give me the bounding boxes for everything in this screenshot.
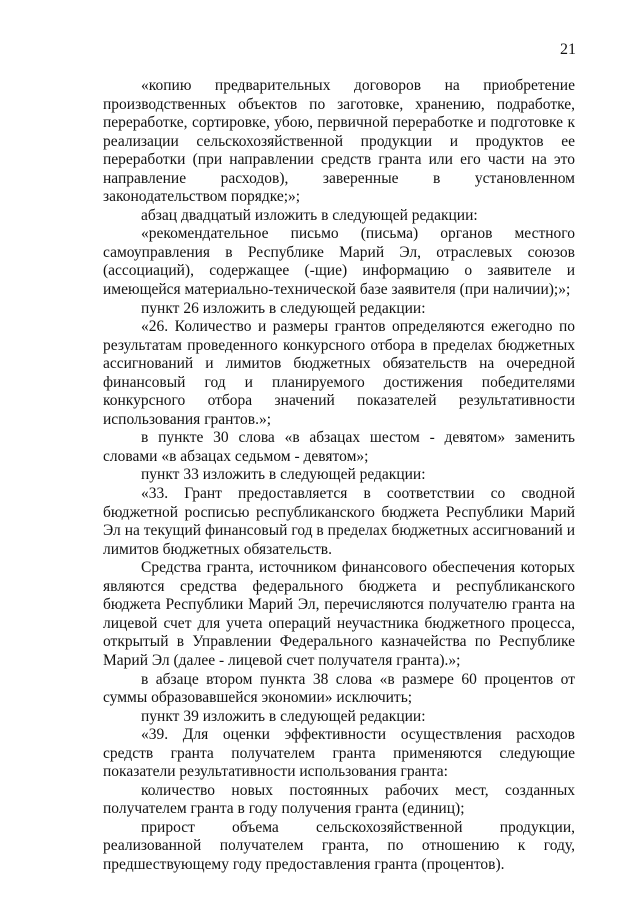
paragraph: в абзаце втором пункта 38 слова «в размере 60 процентов от суммы образовавшейся экономии» исключить;	[103, 670, 575, 707]
paragraph: «рекомендательное письмо (письма) органов местного самоуправления в Республике Марий Эл, отраслевых союзов (ассоциаций), содержащее (-щие) информацию о заявителе и имеющейся материально-технической базе заявителя (при наличии);»;	[103, 225, 575, 299]
paragraph: «26. Количество и размеры грантов определяются ежегодно по результатам проведенного конкурсного отбора в пределах бюджетных ассигнований и лимитов бюджетных обязательств на очередной финансовый год и планируемого достижения победителями конкурсного отбора значений показателей результативности использования грантов.»;	[103, 318, 575, 428]
paragraph: количество новых постоянных рабочих мест, созданных получателем гранта в году получения гранта (единиц);	[103, 781, 575, 818]
paragraph: «копию предварительных договоров на приобретение производственных объектов по заготовке, хранению, подработке, переработке, сортировке, убою, первичной переработке и подготовке к реализации сельскохозяйственной продукции и продуктов ее переработки (при направлении средств гранта или его части на это направление расходов), заверенные в установленном законодательством порядке;»;	[103, 77, 575, 206]
paragraph: абзац двадцатый изложить в следующей редакции:	[141, 206, 478, 224]
paragraph: пункт 26 изложить в следующей редакции:	[141, 299, 426, 317]
paragraph: «39. Для оценки эффективности осуществления расходов средств гранта получателем гранта применяются следующие показатели результативности использования гранта:	[103, 726, 575, 781]
paragraph: Средства гранта, источником финансового обеспечения которых являются средства федерального бюджета и республиканского бюджета Республики Марий Эл, перечисляются получателю гранта на лицевой счет для учета операций неучастника бюджетного процесса, открытый в Управлении Федерального казначейства по Республике Марий Эл (далее - лицевой счет получателя гранта).»;	[103, 559, 575, 669]
paragraph: «33. Грант предоставляется в соответствии со сводной бюджетной росписью республиканского бюджета Республики Марий Эл на текущий финансовый год в пределах бюджетных ассигнований и лимитов бюджетных обязательств.	[103, 485, 575, 558]
paragraph: прирост объема сельскохозяйственной продукции, реализованной получателем гранта, по отношению к году, предшествующему году предоставления гранта (процентов).	[103, 818, 575, 873]
paragraph: пункт 33 изложить в следующей редакции:	[141, 466, 426, 484]
paragraph: пункт 39 изложить в следующей редакции:	[141, 707, 426, 725]
document-body	[103, 77, 575, 875]
paragraph: в пункте 30 слова «в абзацах шестом - девятом» заменить словами «в абзацах седьмом - девятом»;	[103, 429, 575, 465]
page-number: 21	[560, 41, 576, 58]
